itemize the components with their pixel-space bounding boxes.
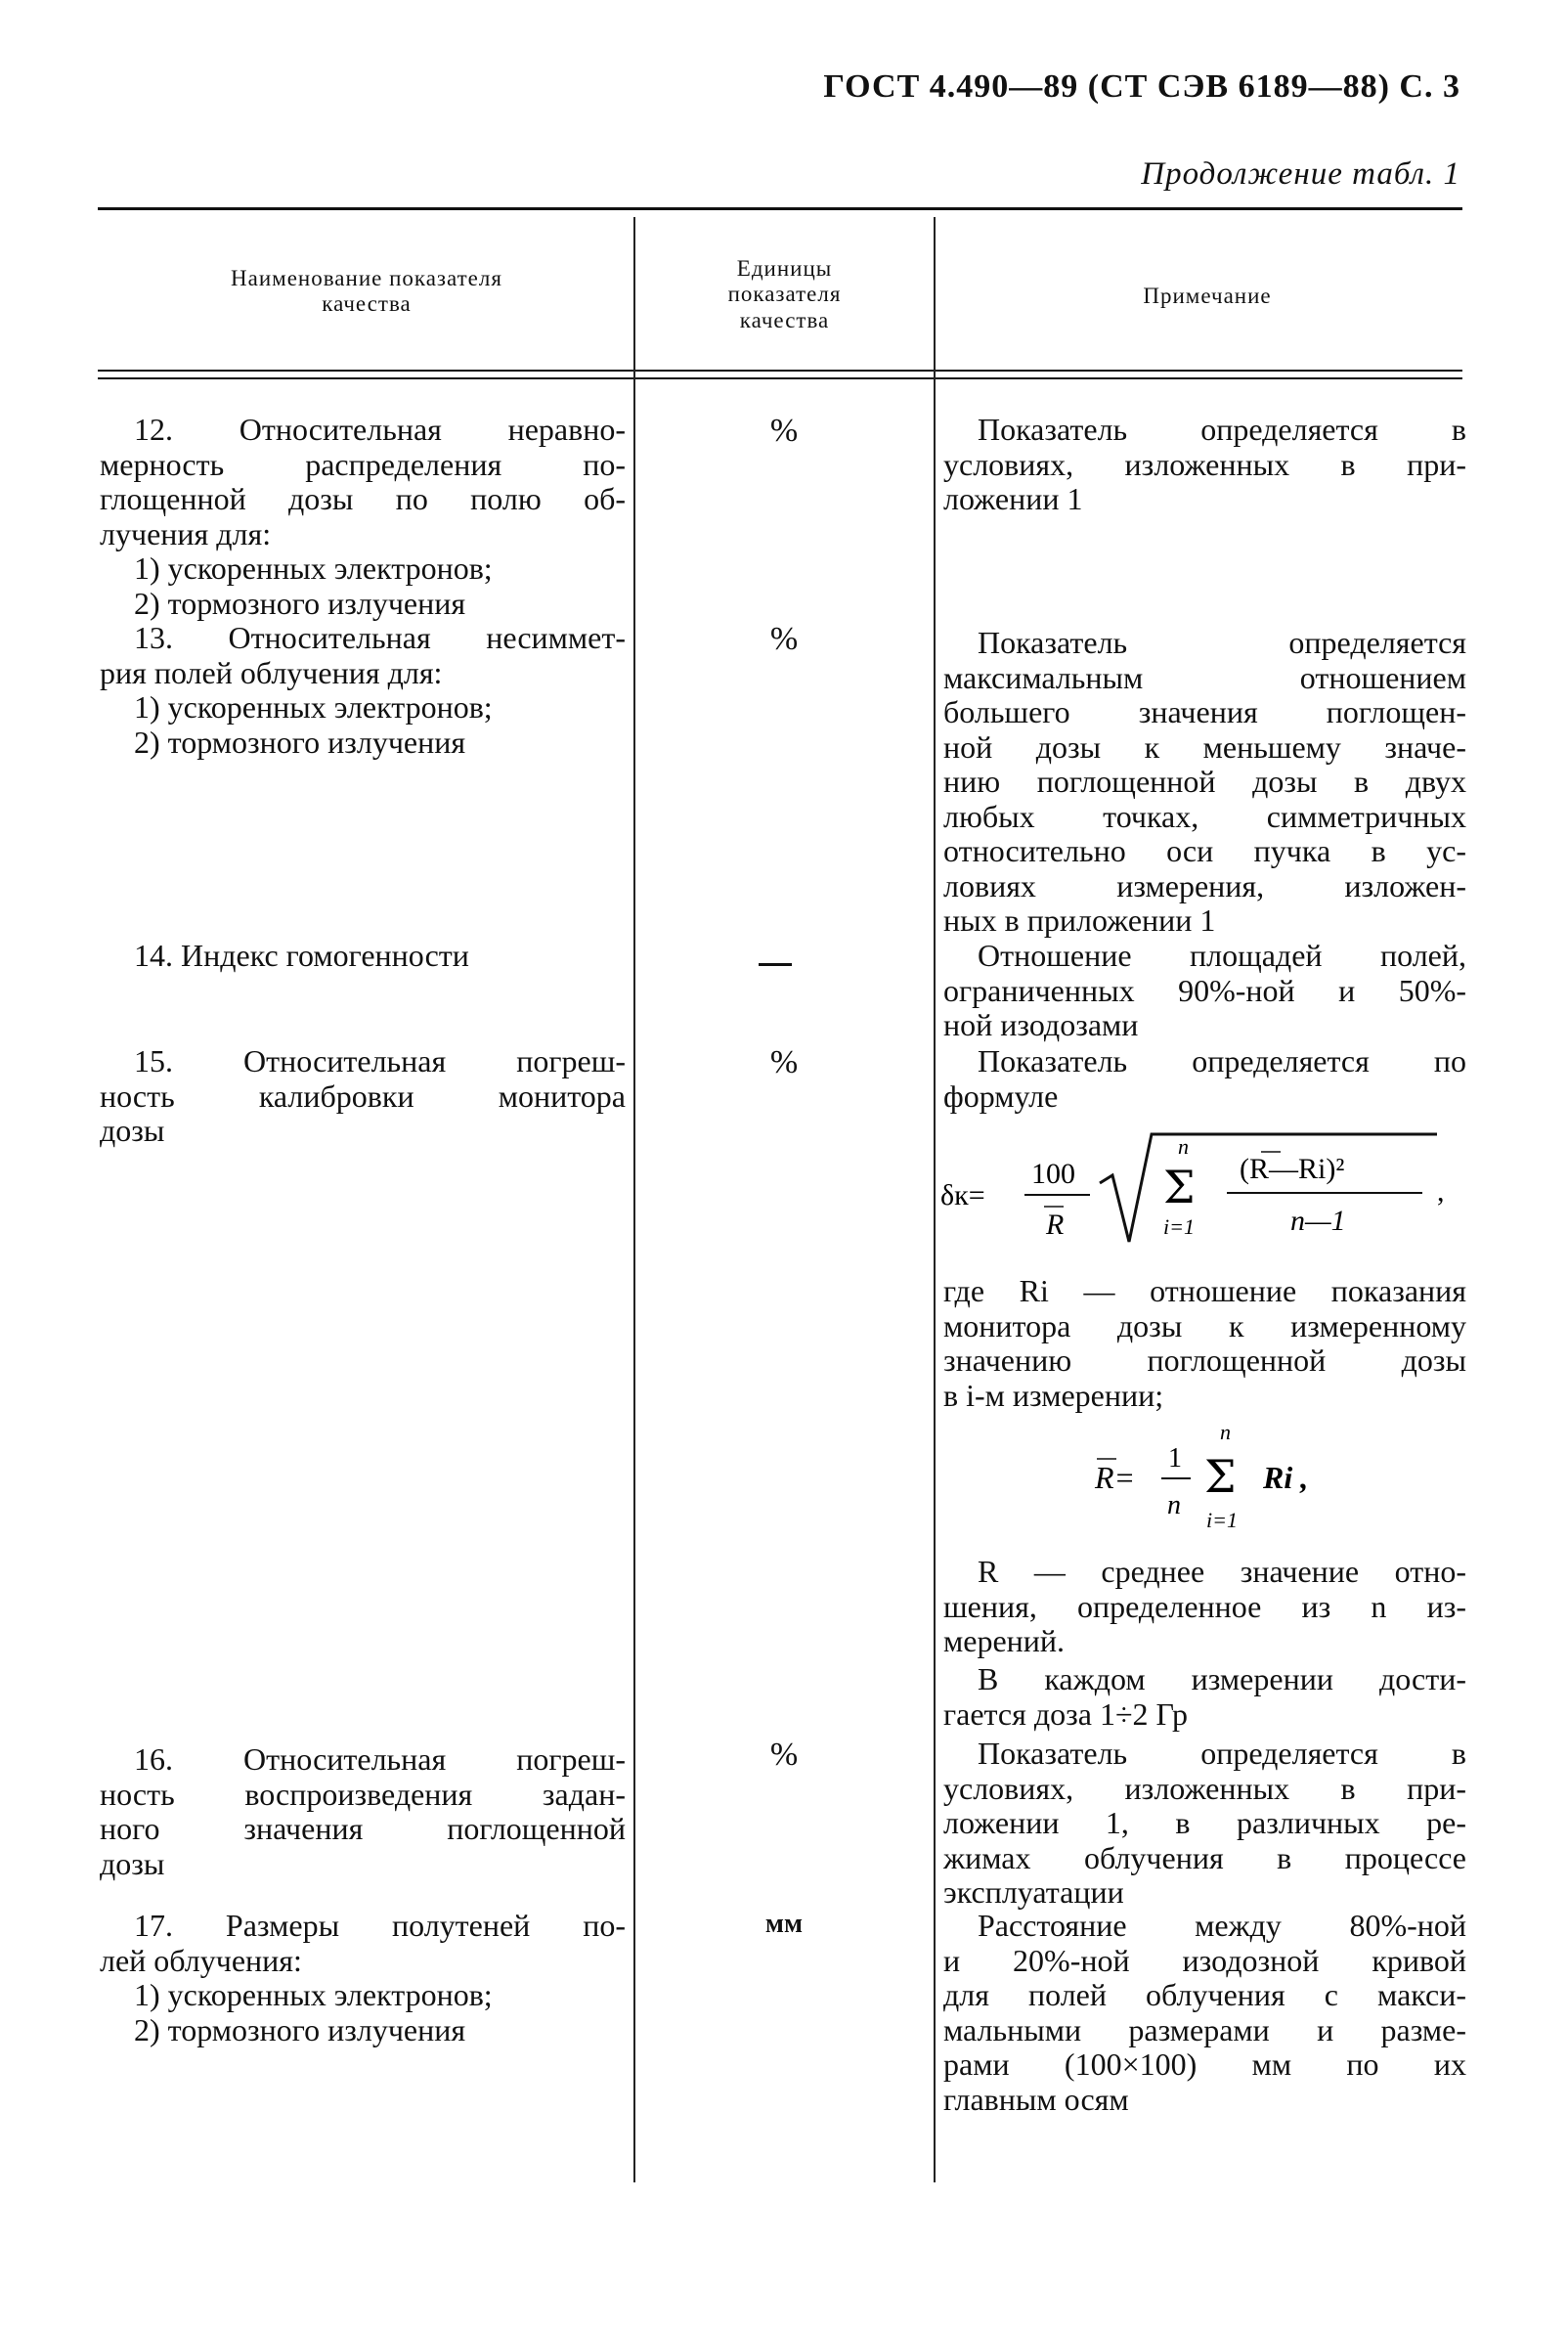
- formula2-num: 1: [1168, 1443, 1182, 1474]
- formula1-sum-bot: i=1: [1163, 1214, 1195, 1239]
- row-17-note: Расстояние между 80%-ной и 20%-ной изодозной кривой для полей облучения с макси- мальными размерами и разме- рами (100×100) мм по их главным осям: [943, 1908, 1466, 2117]
- formula2-lhs: R=: [1095, 1460, 1136, 1495]
- row-13-unit: %: [769, 621, 799, 657]
- row-12-name: 12. Относительная неравно- мерность распределения по- глощенной дозы по полю об- лучения для: 1) ускоренных электронов; 2) тормозного излучения: [100, 412, 626, 621]
- row-17-unit: мм: [764, 1909, 804, 1939]
- row-14-name: 14. Индекс гомогенности: [134, 938, 469, 973]
- formula2-sum-bot: i=1: [1206, 1508, 1238, 1532]
- row-15-name: 15. Относительная погреш- ность калибровки монитора дозы: [100, 1043, 626, 1148]
- formula1-num: 100: [1031, 1158, 1075, 1190]
- formula2-sigma: Σ: [1204, 1450, 1237, 1503]
- formula1-tail: ,: [1437, 1175, 1445, 1208]
- column-divider-1: [633, 217, 635, 2182]
- table-continuation-label: Продолжение табл. 1: [1141, 156, 1460, 192]
- row-14-note: Отношение площадей полей, ограниченных 90%-ной и 50%- ной изодозами: [943, 938, 1466, 1042]
- column-header-note: Примечание: [1143, 284, 1272, 308]
- formula1-frac-num: (R—Ri)²: [1240, 1153, 1345, 1185]
- row-15-note-each: В каждом измерении дости- гается доза 1÷2 Гр: [943, 1661, 1466, 1732]
- row-12-unit: %: [769, 413, 799, 449]
- formula-r-mean: [1085, 1418, 1378, 1540]
- row-12-note: Показатель определяется в условиях, изложенных в при- ложении 1: [943, 412, 1466, 516]
- page-header: ГОСТ 4.490—89 (СТ СЭВ 6189—88) С. 3: [823, 68, 1460, 105]
- row-15-note-where: где Ri — отношение показания монитора дозы к измеренному значению поглощенной дозы в i-м измерении;: [943, 1273, 1466, 1413]
- row-14-unit-dash: [759, 963, 792, 966]
- formula2-sum-top: n: [1220, 1420, 1231, 1444]
- header-double-rule-bottom: [98, 377, 1462, 379]
- formula1-sigma: Σ: [1163, 1161, 1196, 1213]
- formula1-frac-den: n—1: [1290, 1205, 1346, 1237]
- row-16-name: 16. Относительная погреш- ность воспроизведения задан- ного значения поглощенной дозы: [100, 1741, 626, 1881]
- row-15-unit: %: [769, 1044, 799, 1080]
- row-16-unit: %: [769, 1737, 799, 1773]
- formula2-term: Ri ,: [1263, 1460, 1309, 1495]
- row-13-name: 13. Относительная несиммет- рия полей облучения для: 1) ускоренных электронов; 2) тормозного излучения: [100, 620, 626, 760]
- formula1-sum-top: n: [1178, 1134, 1189, 1159]
- formula1-den: R: [1046, 1209, 1065, 1241]
- formula2-den: n: [1167, 1490, 1181, 1520]
- column-header-name: Наименование показателя качества: [231, 266, 502, 317]
- row-13-note: Показатель определяется максимальным отношением большего значения поглощен- ной дозы к меньшему значе- нию поглощенной дозы в двух любых точках, симметричных относительно оси пучка в ус- ловиях измерения, изложен- ных в приложении 1: [943, 625, 1466, 938]
- table-top-rule: [98, 207, 1462, 210]
- row-16-note: Показатель определяется в условиях, изложенных в при- ложении 1, в различных ре- жимах облучения в процессе эксплуатации: [943, 1736, 1466, 1910]
- row-15-note-intro: Показатель определяется по формуле: [943, 1043, 1466, 1114]
- formula-delta-k: [929, 1124, 1476, 1252]
- column-header-units: Единицы показателя качества: [727, 256, 842, 332]
- header-double-rule-top: [98, 370, 1462, 372]
- formula1-lhs: δк=: [940, 1179, 985, 1211]
- row-17-name: 17. Размеры полутеней по- лей облучения: 1) ускоренных электронов; 2) тормозного излучения: [100, 1908, 626, 2047]
- row-15-note-mean: R — среднее значение отно- шения, определенное из n из- мерений.: [943, 1554, 1466, 1658]
